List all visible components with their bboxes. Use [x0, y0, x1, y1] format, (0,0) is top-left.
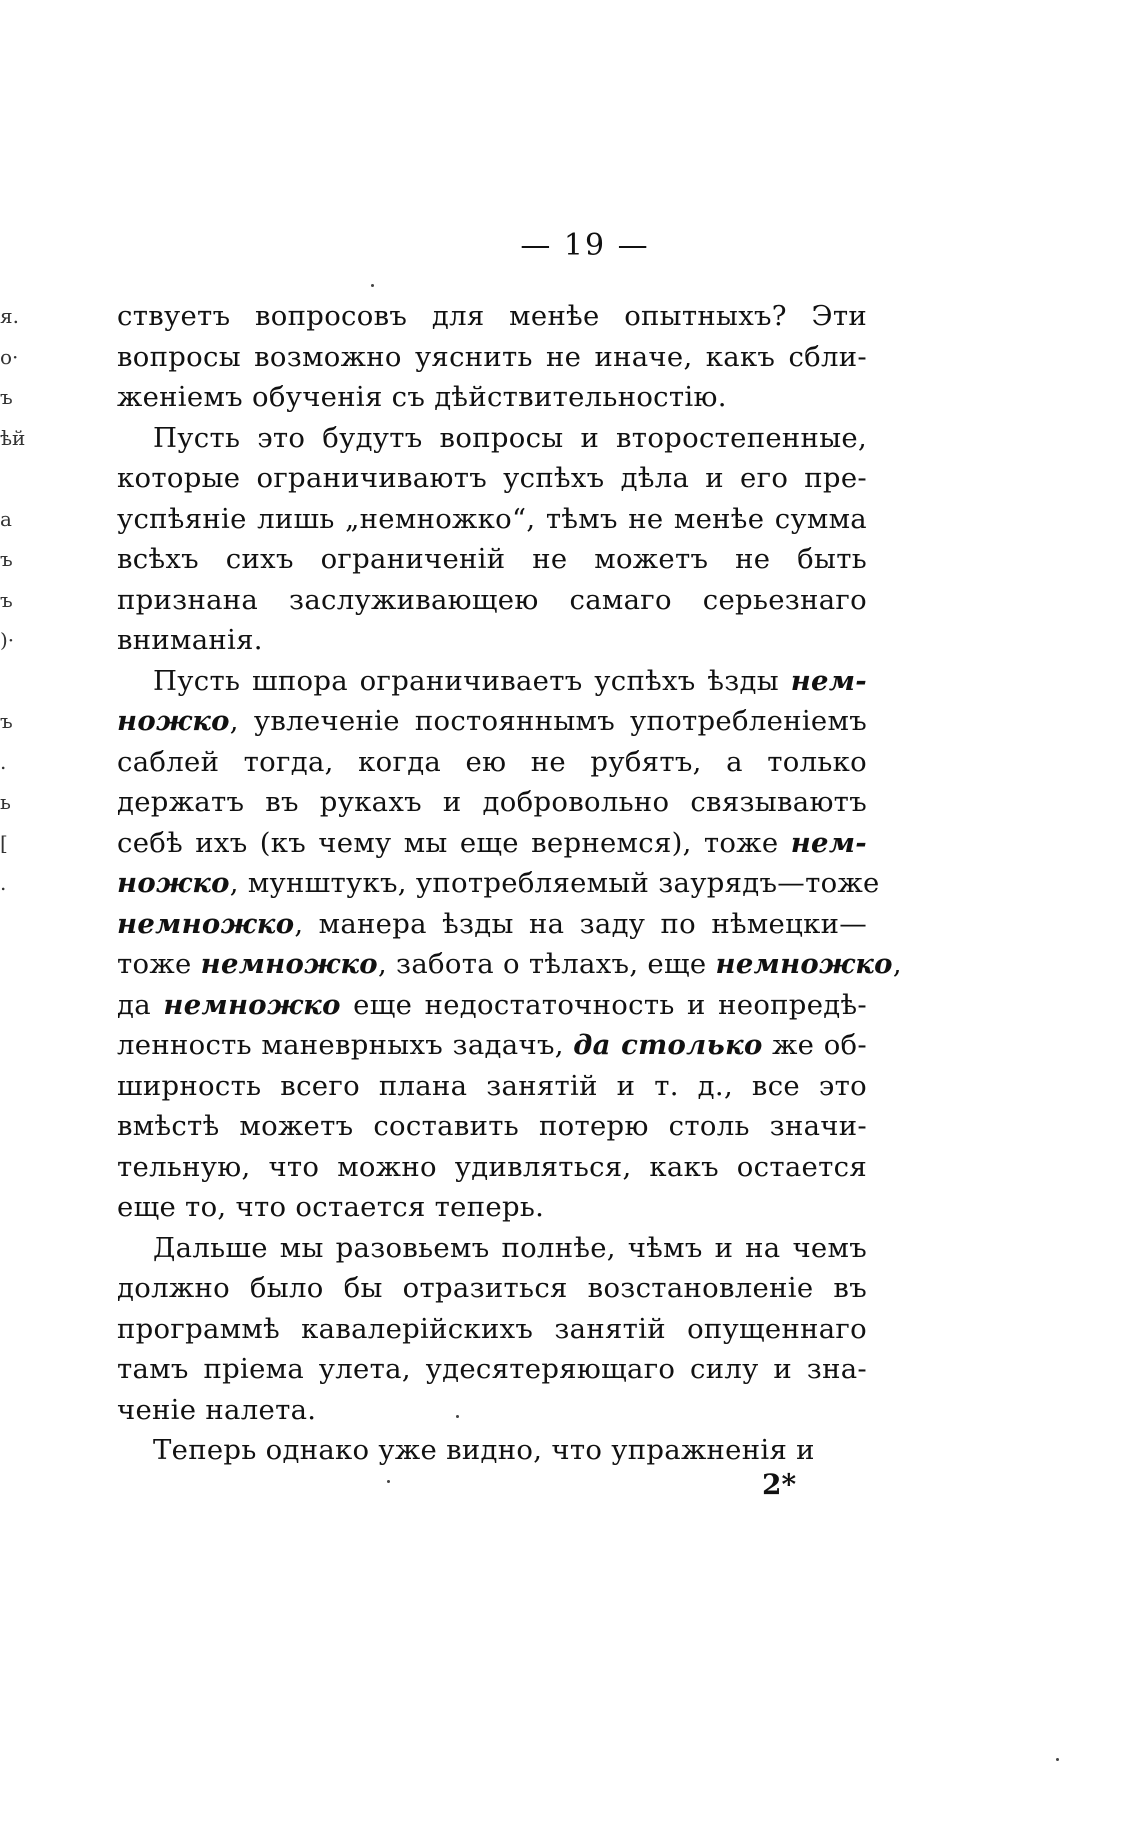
text-line — [117, 499, 867, 540]
text-line — [117, 863, 880, 904]
text-segment: Пусть шпора ограничиваетъ успѣхъ ѣзды — [153, 664, 791, 697]
paragraph — [117, 418, 867, 661]
text-segment: Теперь однако уже видно, что упражненія и — [153, 1434, 815, 1466]
emphasized-text: немножко — [715, 948, 893, 980]
text-line — [117, 1390, 867, 1431]
paragraph — [117, 1430, 867, 1471]
page-number: — 19 — — [520, 228, 650, 263]
emphasized-text: немножко — [200, 948, 378, 980]
margin-glyph: . — [0, 871, 7, 895]
emphasized-text: да столько — [573, 1029, 763, 1061]
text-segment: программѣ кавалерійскихъ занятій опущеннаго — [117, 1312, 867, 1345]
paragraph — [117, 296, 867, 418]
text-line — [117, 1309, 867, 1350]
text-line — [117, 985, 867, 1026]
text-segment: же об- — [762, 1029, 868, 1061]
text-segment: Пусть это будутъ вопросы и второстепенные, — [153, 421, 867, 454]
text-segment: да — [117, 988, 164, 1021]
text-segment: , манера ѣзды на заду по нѣмецки— — [294, 907, 867, 940]
paragraph — [117, 1228, 867, 1431]
text-segment: успѣяніе лишь „немножко“, тѣмъ не менѣе сумма — [117, 502, 867, 535]
body-text — [117, 296, 902, 1471]
text-line — [117, 742, 867, 783]
text-segment: еще то, что остается теперь. — [117, 1191, 545, 1223]
signature-mark: 2* — [762, 1468, 797, 1501]
margin-glyph: . — [0, 749, 7, 774]
text-line — [117, 1268, 867, 1309]
text-line — [117, 944, 902, 985]
print-speck — [387, 1480, 390, 1483]
text-line — [117, 418, 867, 459]
text-line — [117, 620, 867, 661]
text-segment: саблей тогда, когда ею не рубятъ, а только — [117, 745, 867, 778]
emphasized-text: немножко — [117, 907, 295, 940]
text-segment: , забота о тѣлахъ, еще — [377, 948, 716, 980]
margin-glyph: )· — [0, 628, 15, 652]
text-line — [117, 782, 867, 823]
text-segment: вопросы возможно уяснить не иначе, какъ сбли- — [117, 340, 867, 373]
text-line — [117, 661, 867, 702]
print-speck — [456, 1415, 459, 1418]
text-segment: еще недостаточность и неопредѣ- — [340, 988, 867, 1021]
text-line — [117, 701, 867, 742]
margin-glyph: ь — [0, 790, 11, 814]
text-segment: ствуетъ вопросовъ для менѣе опытныхъ? Эти — [117, 300, 867, 332]
margin-glyph: а — [0, 506, 12, 531]
margin-glyph: я. — [0, 304, 19, 328]
left-margin-bleed — [0, 296, 26, 904]
text-line — [117, 580, 867, 621]
print-speck — [1056, 1758, 1059, 1761]
emphasized-text: ножко — [117, 867, 230, 899]
margin-glyph: ъ — [0, 547, 13, 571]
margin-glyph: ѣй — [0, 425, 26, 450]
text-line — [117, 337, 867, 378]
text-line — [117, 539, 867, 580]
text-line — [117, 1025, 867, 1066]
emphasized-text: ножко — [117, 705, 230, 737]
margin-glyph — [0, 661, 14, 702]
text-segment: себѣ ихъ (къ чему мы еще вернемся), тоже — [117, 826, 791, 859]
text-line — [117, 1430, 867, 1471]
emphasized-text: нем- — [790, 664, 867, 697]
text-segment: женіемъ обученія съ дѣйствительностію. — [117, 381, 727, 413]
margin-glyph: ъ — [0, 385, 13, 409]
text-segment: всѣхъ сихъ ограниченій не можетъ не быть — [117, 543, 867, 575]
text-line — [117, 823, 867, 864]
text-segment: ченіе налета. — [117, 1393, 317, 1426]
margin-glyph: ъ — [0, 587, 13, 612]
text-segment: , — [892, 948, 902, 980]
text-line — [117, 1106, 867, 1147]
text-segment: которые ограничиваютъ успѣхъ дѣла и его пре- — [117, 462, 867, 494]
text-segment: , мунштукъ, употребляемый заурядъ—тоже — [229, 867, 880, 899]
margin-glyph: о· — [0, 344, 19, 369]
text-segment: ленность маневрныхъ задачъ, — [117, 1029, 574, 1061]
text-segment: Дальше мы разовьемъ полнѣе, чѣмъ и на чемъ — [153, 1231, 867, 1264]
margin-glyph — [0, 458, 14, 499]
text-segment: вмѣстѣ можетъ составить потерю столь значи- — [117, 1110, 867, 1142]
text-segment: тельную, что можно удивляться, какъ остается — [117, 1150, 867, 1183]
paragraph — [117, 661, 902, 1228]
text-line — [117, 904, 867, 945]
text-line — [117, 377, 867, 418]
margin-glyph: ъ — [0, 709, 13, 733]
print-speck — [371, 284, 374, 287]
text-segment: тамъ пріема улета, удесятеряющаго силу и зна- — [117, 1353, 867, 1385]
margin-glyph: [ — [0, 830, 8, 855]
text-segment: , увлеченіе постояннымъ употребленіемъ — [229, 705, 867, 737]
text-segment: держатъ въ рукахъ и добровольно связываютъ — [117, 786, 867, 818]
text-line — [117, 1228, 867, 1269]
text-segment: признана заслуживающею самаго серьезнаго — [117, 583, 867, 616]
emphasized-text: немножко — [163, 988, 341, 1021]
text-line — [117, 296, 867, 337]
text-segment: ширность всего плана занятій и т. д., все это — [117, 1069, 867, 1102]
text-line — [117, 458, 867, 499]
text-line — [117, 1066, 867, 1107]
text-segment: вниманія. — [117, 624, 263, 656]
text-segment: тоже — [117, 948, 201, 980]
text-line — [117, 1187, 867, 1228]
emphasized-text: нем- — [790, 826, 867, 859]
text-line — [117, 1147, 867, 1188]
text-segment: должно было бы отразиться возстановленіе въ — [117, 1272, 867, 1304]
text-line — [117, 1349, 867, 1390]
